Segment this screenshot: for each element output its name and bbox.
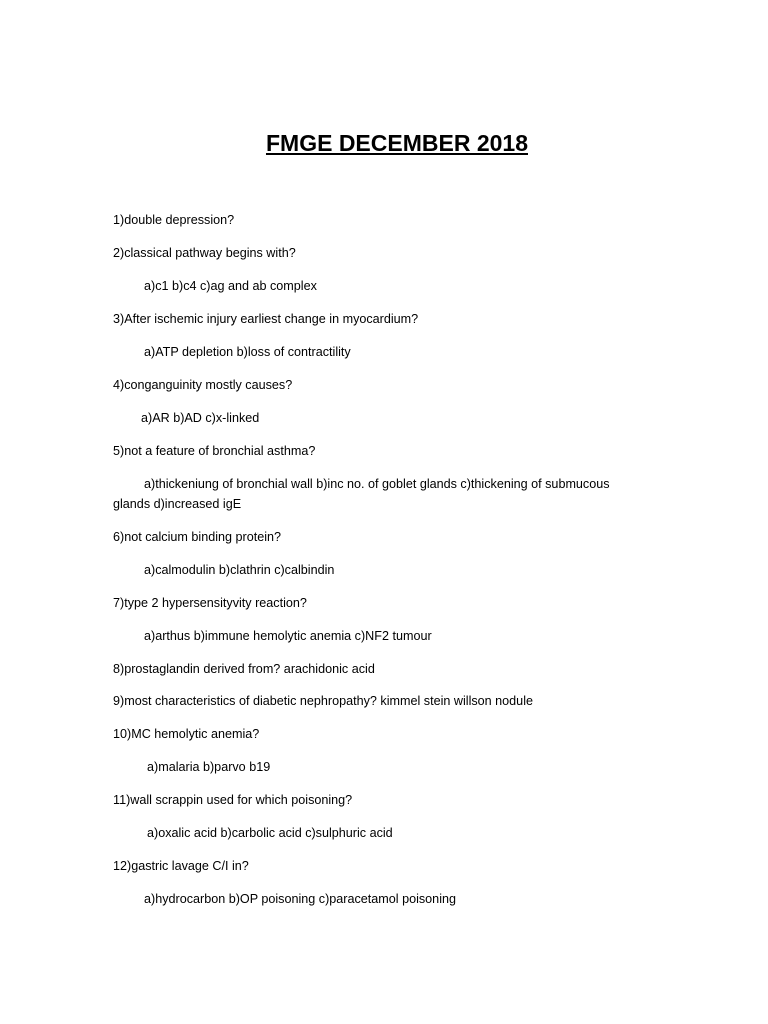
question-5: 5)not a feature of bronchial asthma? bbox=[113, 444, 316, 458]
question-1: 1)double depression? bbox=[113, 213, 235, 227]
question-7: 7)type 2 hypersensityvity reaction? bbox=[113, 596, 307, 610]
question-5-options-continued: glands d)increased igE bbox=[113, 497, 242, 511]
question-12: 12)gastric lavage C/I in? bbox=[113, 859, 249, 873]
question-8: 8)prostaglandin derived from? arachidonic acid bbox=[113, 662, 375, 676]
question-6: 6)not calcium binding protein? bbox=[113, 530, 282, 544]
question-2: 2)classical pathway begins with? bbox=[113, 246, 296, 260]
question-11: 11)wall scrappin used for which poisoning? bbox=[113, 793, 353, 807]
question-10: 10)MC hemolytic anemia? bbox=[113, 727, 260, 741]
question-10-options: a)malaria b)parvo b19 bbox=[147, 760, 271, 774]
question-4-options: a)AR b)AD c)x-linked bbox=[141, 411, 260, 425]
question-3: 3)After ischemic injury earliest change in myocardium? bbox=[113, 312, 419, 326]
question-2-options: a)c1 b)c4 c)ag and ab complex bbox=[144, 279, 317, 293]
question-11-options: a)oxalic acid b)carbolic acid c)sulphuric acid bbox=[147, 826, 393, 840]
question-9: 9)most characteristics of diabetic nephropathy? kimmel stein willson nodule bbox=[113, 694, 533, 708]
question-5-options: a)thickeniung of bronchial wall b)inc no. of goblet glands c)thickening of submucous bbox=[144, 477, 610, 491]
question-12-options: a)hydrocarbon b)OP poisoning c)paracetamol poisoning bbox=[144, 892, 456, 906]
question-6-options: a)calmodulin b)clathrin c)calbindin bbox=[144, 563, 335, 577]
question-3-options: a)ATP depletion b)loss of contractility bbox=[144, 345, 351, 359]
question-4: 4)conganguinity mostly causes? bbox=[113, 378, 293, 392]
question-7-options: a)arthus b)immune hemolytic anemia c)NF2 tumour bbox=[144, 629, 432, 643]
document-title: FMGE DECEMBER 2018 bbox=[265, 130, 528, 156]
